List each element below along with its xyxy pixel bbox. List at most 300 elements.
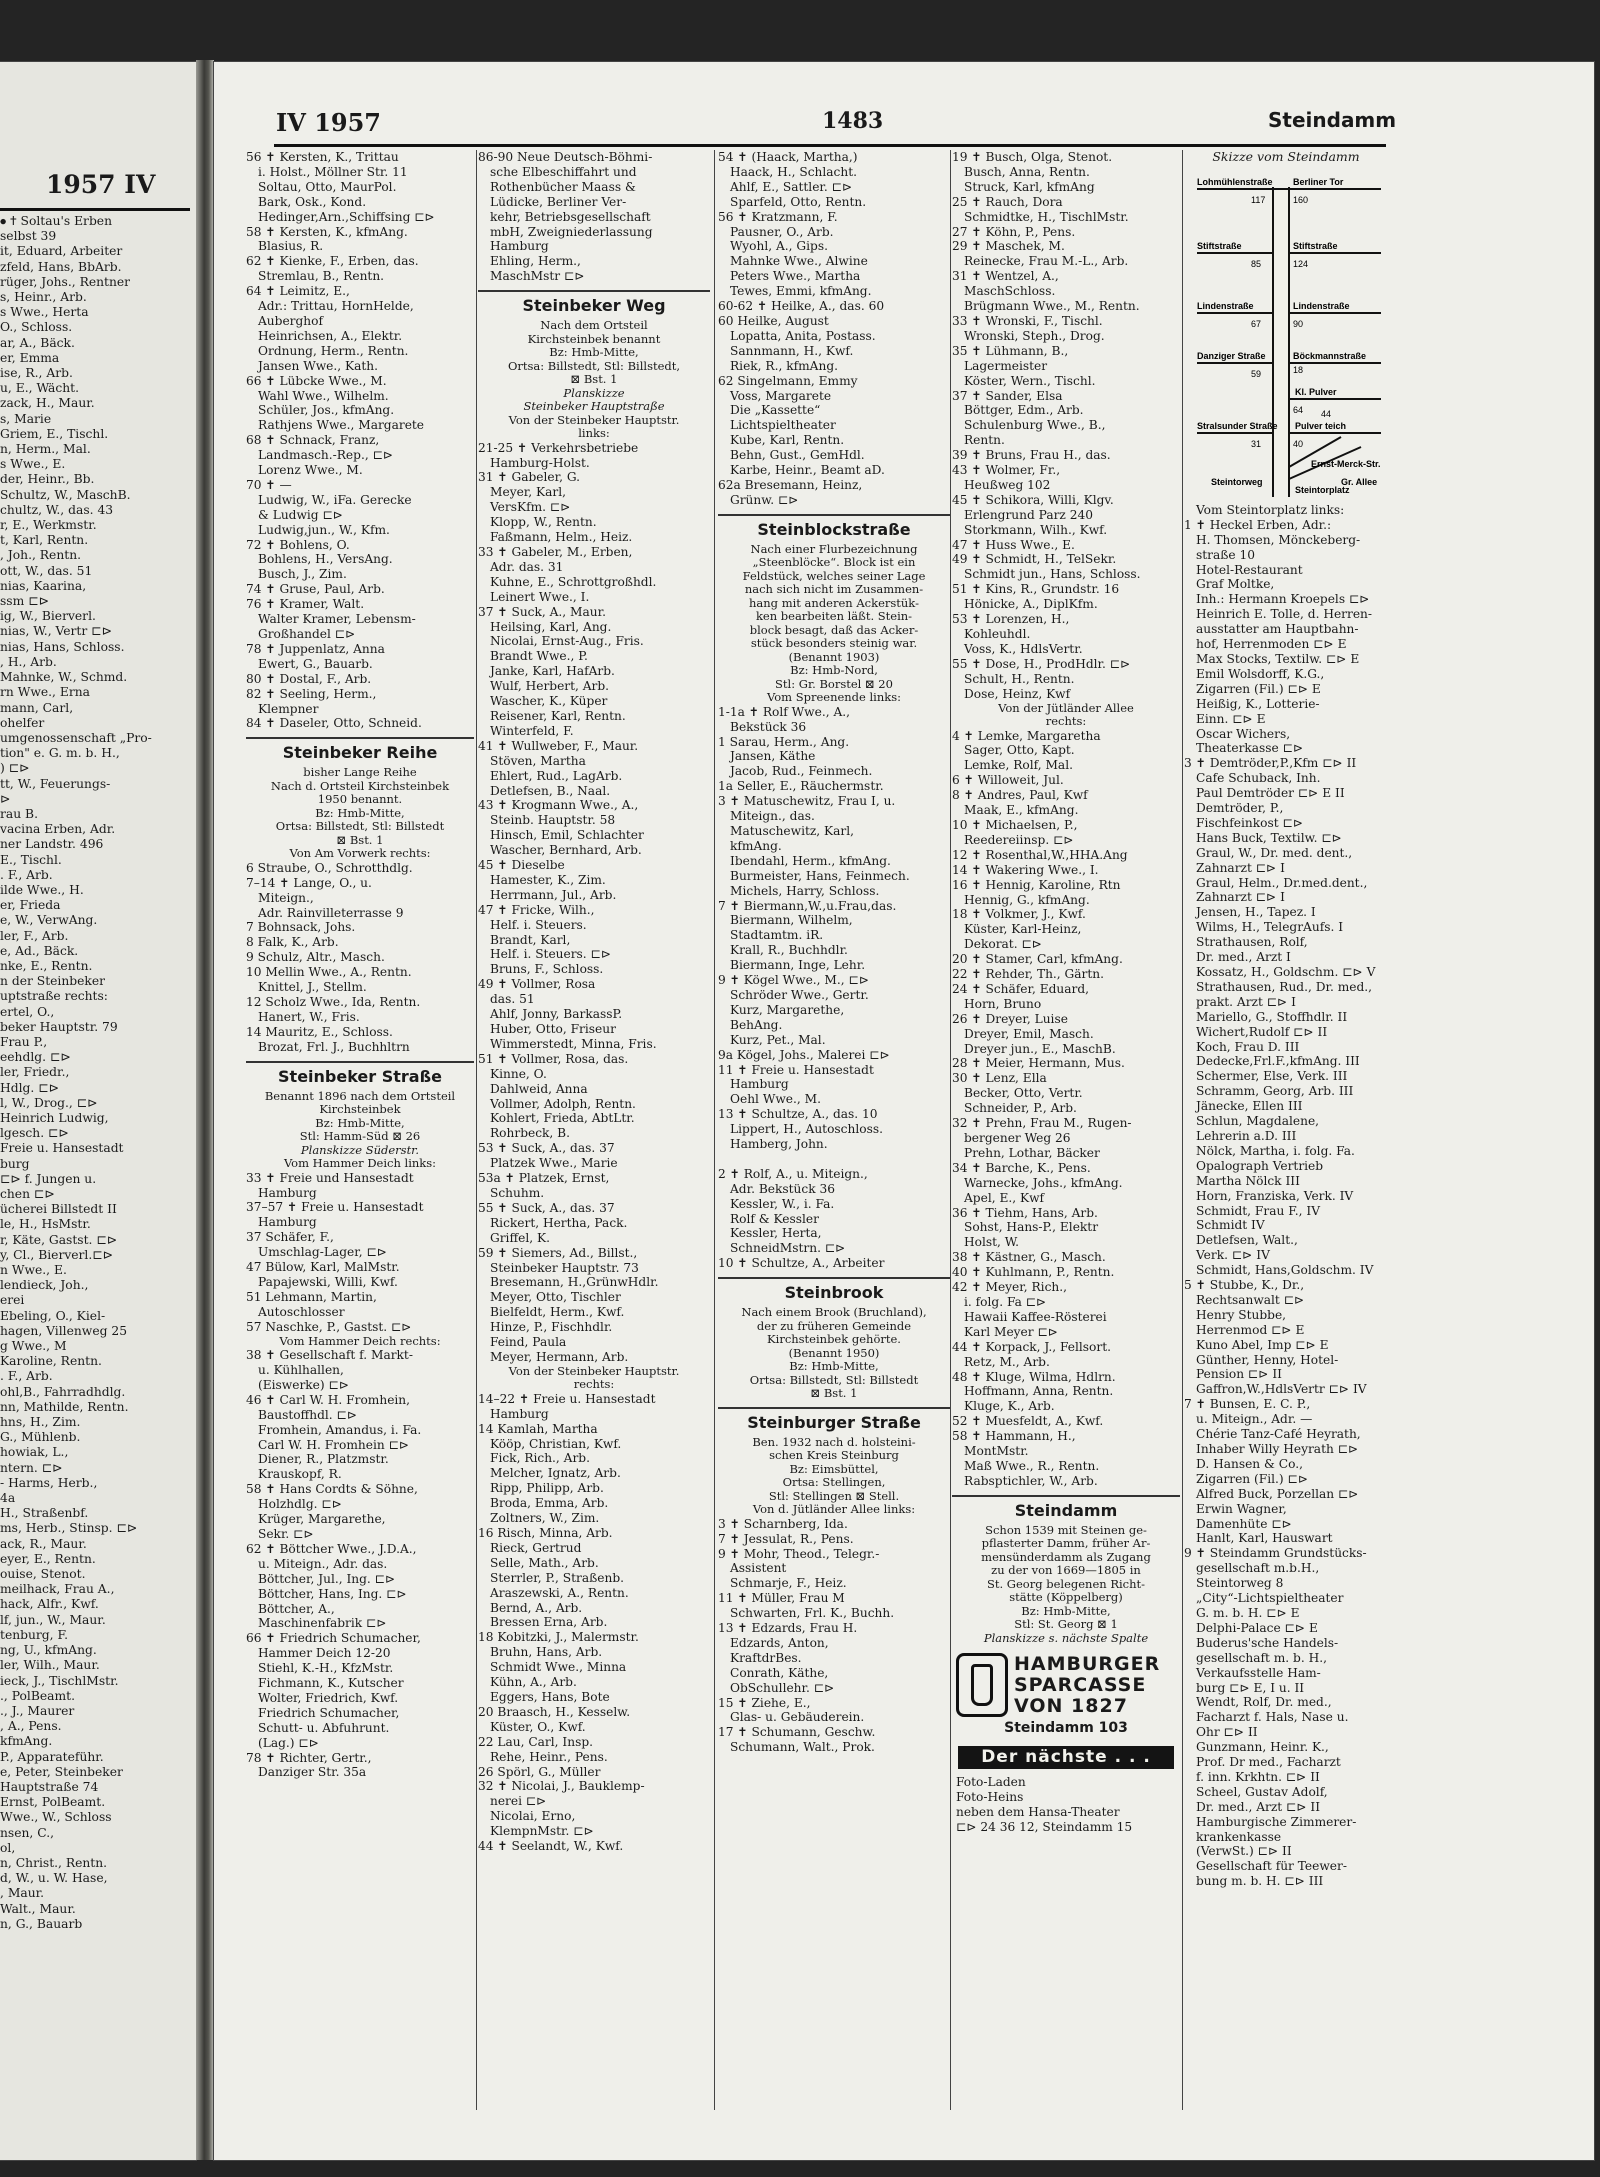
directory-entry: 33 ✝ Gabeler, M., Erben,: [478, 545, 633, 559]
directory-entry: kehr, Betriebsgesellschaft: [490, 209, 651, 224]
directory-entry: Sager, Otto, Kapt.: [964, 743, 1075, 758]
directory-entry: Kessler, W., i. Fa.: [730, 1196, 835, 1211]
left-page-line: y, Cl., Bierverl.⊏⊳: [0, 1247, 113, 1262]
left-page-line: e, Ad., Bäck.: [0, 943, 79, 958]
directory-entry: Danziger Str. 35a: [258, 1765, 367, 1780]
directory-entry: Pension ⊏⊳ II: [1196, 1367, 1282, 1382]
street-note: schen Kreis Steinburg: [769, 1448, 899, 1463]
directory-entry: Apel, E., Kwf: [964, 1190, 1045, 1205]
left-page-line: , H., Arb.: [0, 654, 57, 669]
directory-entry: Stöven, Martha: [490, 753, 586, 768]
directory-entry: Hawaii Kaffee-Rösterei: [964, 1309, 1107, 1324]
directory-entry: 46 ✝ Carl W. H. Fromhein,: [246, 1392, 411, 1407]
directory-entry: 8 Falk, K., Arb.: [246, 935, 339, 950]
directory-entry: Dekorat. ⊏⊳: [964, 937, 1042, 952]
left-page-line: nke, E., Rentn.: [0, 958, 93, 973]
directory-entry: Meyer, Otto, Tischler: [490, 1290, 621, 1305]
directory-entry: Wulf, Herbert, Arb.: [490, 679, 610, 694]
directory-entry: Lippert, H., Autoschloss.: [730, 1122, 883, 1137]
column-divider: [476, 150, 477, 2110]
directory-entry: Winterfeld, F.: [490, 723, 574, 738]
directory-entry: Gaffron,W.,HdlsVertr ⊏⊳ IV: [1196, 1382, 1367, 1397]
directory-entry: Ludwig,jun., W., Kfm.: [258, 522, 390, 537]
street-note: ⊠ Bst. 1: [810, 1386, 858, 1401]
directory-entry: Hoffmann, Anna, Rentn.: [964, 1384, 1114, 1399]
street-note: Kirchsteinbek: [319, 1102, 401, 1117]
street-note: Stl: St. Georg ⊠ 1: [1014, 1617, 1118, 1632]
directory-entry: Hamburg: [730, 1077, 789, 1092]
directory-entry: H. Thomsen, Mönckeberg-: [1196, 532, 1361, 547]
directory-entry: Storkmann, Wilh., Kwf.: [964, 522, 1108, 537]
directory-entry: Lagermeister: [964, 358, 1048, 373]
directory-entry: Busch, Anna, Rentn.: [964, 164, 1090, 179]
directory-entry: Steintorweg 8: [1196, 1576, 1284, 1591]
directory-entry: Maak, E., kfmAng.: [964, 803, 1079, 818]
directory-entry: VersKfm. ⊏⊳: [490, 500, 571, 515]
directory-entry: Inhaber Willy Heyrath ⊏⊳: [1196, 1442, 1359, 1456]
street-note: Bz: Eimsbüttel,: [789, 1461, 879, 1476]
directory-entry: 3 ✝ Scharnberg, Ida.: [718, 1516, 848, 1531]
directory-entry: Reinecke, Frau M.-L., Arb.: [964, 254, 1129, 269]
directory-entry: Dr. med., Arzt ⊏⊳ II: [1196, 1799, 1321, 1814]
directory-entry: Nölck, Martha, i. folg. Fa.: [1196, 1143, 1355, 1158]
left-page-line: le, H., HsMstr.: [0, 1217, 91, 1232]
left-page-line: zack, H., Maur.: [0, 396, 95, 411]
directory-entry: Großhandel ⊏⊳: [258, 627, 356, 641]
street-note: Bz: Hmb-Mitte,: [315, 1115, 405, 1130]
left-page-line: Hdlg. ⊏⊳: [0, 1080, 59, 1095]
directory-entry: Hamburg: [258, 1215, 317, 1230]
left-page-line: ol,: [0, 1840, 16, 1855]
directory-entry: 10 ✝ Michaelsen, P.,: [952, 817, 1078, 832]
directory-entry: BehAng.: [730, 1017, 783, 1032]
street-note: Nach einer Flurbezeichnung: [750, 541, 918, 556]
left-page-line: rn Wwe., Erna: [0, 685, 90, 700]
directory-entry: 9 Schulz, Altr., Masch.: [246, 950, 385, 965]
directory-entry: 78 ✝ Juppenlatz, Anna: [246, 641, 385, 656]
directory-entry: 3 ✝ Matuschewitz, Frau I, u.: [718, 794, 896, 809]
directory-entry: Theaterkasse ⊏⊳: [1196, 741, 1304, 756]
directory-entry: 68 ✝ Schnack, Franz,: [246, 433, 380, 448]
directory-entry: Böttcher, Hans, Ing. ⊏⊳: [258, 1586, 407, 1601]
directory-entry: 22 Lau, Carl, Insp.: [478, 1734, 593, 1749]
directory-entry: Stadtamtm. iR.: [730, 928, 824, 943]
directory-entry: Detlefsen, Walt.,: [1196, 1233, 1298, 1248]
directory-entry: 78 ✝ Richter, Gertr.,: [246, 1750, 372, 1765]
left-page-line: ack, R., Maur.: [0, 1536, 87, 1551]
directory-entry: 62 ✝ Kienke, F., Erben, das.: [246, 254, 419, 269]
directory-entry: 12 Scholz Wwe., Ida, Rentn.: [246, 995, 421, 1009]
street-note: Nach d. Ortsteil Kirchsteinbek: [270, 778, 450, 793]
directory-entry: 47 Bülow, Karl, MalMstr.: [246, 1260, 400, 1275]
directory-entry: Dr. med., Arzt I: [1196, 950, 1291, 965]
directory-entry: Klempner: [258, 701, 319, 716]
directory-entry: Wilms, H., TelegrAufs. I: [1196, 920, 1344, 935]
directory-entry: Wendt, Rolf, Dr. med.,: [1196, 1695, 1332, 1710]
directory-entry: Schlun, Magdalene,: [1196, 1114, 1320, 1129]
directory-entry: Bruns, F., Schloss.: [490, 962, 604, 977]
directory-entry: 5 ✝ Stubbe, K., Dr.,: [1184, 1278, 1305, 1293]
left-page-line: mann, Carl,: [0, 700, 74, 715]
directory-entry: Heinrichsen, A., Elektr.: [258, 328, 403, 343]
directory-entry: Wronski, Steph., Drog.: [964, 328, 1105, 343]
directory-entry: 2 ✝ Rolf, A., u. Miteign.,: [718, 1166, 868, 1181]
directory-entry: 14–22 ✝ Freie u. Hansestadt: [478, 1391, 656, 1406]
directory-entry: 9 ✝ Steindamm Grundstücks-: [1184, 1546, 1367, 1561]
directory-entry: Soltau, Otto, MaurPol.: [258, 179, 397, 194]
left-page-line: chultz, W., das. 43: [0, 502, 114, 517]
directory-entry: Mariello, G., Stoffhdlr. II: [1196, 1009, 1348, 1024]
left-page-line: s, Marie: [0, 411, 52, 426]
street-heading: Steindamm: [952, 1495, 1180, 1521]
directory-entry: Einn. ⊏⊳ E: [1196, 711, 1266, 726]
directory-entry: 38 ✝ Gesellschaft f. Markt-: [246, 1348, 413, 1363]
directory-entry: Cafe Schuback, Inh.: [1196, 771, 1321, 786]
sketch-house-number: 85: [1251, 258, 1262, 269]
directory-entry: Hamburg: [490, 239, 549, 254]
directory-entry: Biermann, Wilhelm,: [730, 913, 853, 928]
directory-entry: Grünw. ⊏⊳: [730, 492, 799, 507]
directory-entry: 9a Kögel, Johs., Malerei ⊏⊳: [718, 1047, 890, 1062]
directory-entry: 7 ✝ Jessulat, R., Pens.: [718, 1531, 854, 1546]
directory-entry: 59 ✝ Siemers, Ad., Billst.,: [478, 1245, 638, 1260]
directory-entry: Erlengrund Parz 240: [964, 507, 1093, 522]
directory-entry: Vom Steintorplatz links:: [1196, 502, 1345, 517]
directory-entry: Kuhne, E., Schrottgroßhdl.: [490, 574, 657, 589]
directory-entry: 74 ✝ Gruse, Paul, Arb.: [246, 582, 385, 597]
left-page-line: , Maur.: [0, 1886, 45, 1901]
directory-entry: Kluge, K., Arb.: [964, 1399, 1055, 1414]
left-page-line: n Wwe., E.: [0, 1263, 67, 1278]
directory-entry: 84 ✝ Daseler, Otto, Schneid.: [246, 716, 422, 731]
directory-entry: Heilsing, Karl, Ang.: [490, 619, 612, 634]
directory-entry: Sannmann, H., Kwf.: [730, 343, 854, 358]
left-page-line: lgesch. ⊏⊳: [0, 1126, 69, 1141]
left-page-line: uptstraße rechts:: [0, 989, 108, 1004]
sketch-street-label: Lindenstraße: [1293, 300, 1350, 311]
directory-entry: Jansen, Käthe: [730, 749, 816, 764]
left-page-line: ar, A., Bäck.: [0, 335, 75, 350]
left-page-line: ⊳: [0, 791, 11, 806]
directory-entry: Verk. ⊏⊳ IV: [1196, 1248, 1270, 1263]
directory-entry: Papajewski, Willi, Kwf.: [258, 1274, 398, 1289]
left-page-line: eyer, E., Rentn.: [0, 1551, 96, 1566]
directory-entry: Ohr ⊏⊳ II: [1196, 1725, 1258, 1740]
directory-entry: Fischfeinkost ⊏⊳: [1196, 815, 1304, 830]
sketch-street-label: Stralsunder Straße: [1197, 420, 1278, 431]
street-note: stück besonders steinig war.: [750, 636, 918, 651]
left-page-line: erei: [0, 1293, 25, 1308]
street-heading: Steinbeker Weg: [478, 290, 710, 316]
directory-entry: Dose, Heinz, Kwf: [964, 686, 1071, 701]
left-page-line: ler, Wilh., Maur.: [0, 1658, 100, 1673]
directory-entry: Wichert,Rudolf ⊏⊳ II: [1196, 1024, 1328, 1039]
directory-entry: Bielfeldt, Herm., Kwf.: [490, 1305, 625, 1320]
directory-entry: Klopp, W., Rentn.: [490, 515, 597, 530]
directory-entry: Henry Stubbe,: [1196, 1307, 1287, 1322]
directory-entry: Knittel, J., Stellm.: [258, 980, 367, 995]
street-note: Von d. Jütländer Allee links:: [752, 1502, 916, 1517]
directory-entry: Hanlt, Karl, Hauswart: [1196, 1531, 1333, 1546]
directory-entry: Broda, Emma, Arb.: [490, 1496, 609, 1511]
directory-entry: Glas- u. Gebäuderein.: [730, 1710, 865, 1725]
directory-entry: Umschlag-Lager, ⊏⊳: [258, 1245, 387, 1260]
directory-entry: „City“-Lichtspieltheater: [1196, 1591, 1344, 1606]
directory-entry: Schramm, Georg, Arb. III: [1196, 1084, 1354, 1099]
directory-entry: Heißig, K., Lotterie-: [1196, 696, 1320, 711]
directory-entry: Lopatta, Anita, Postass.: [730, 328, 876, 343]
bank-name-line: HAMBURGER: [1014, 1652, 1161, 1675]
directory-entry: Hamester, K., Zim.: [490, 872, 606, 887]
street-note: Bz: Hmb-Nord,: [790, 663, 878, 678]
directory-entry: Araszewski, A., Rentn.: [490, 1585, 629, 1600]
directory-entry: Rieck, Gertrud: [490, 1540, 582, 1555]
left-page-line: t, Karl, Rentn.: [0, 533, 89, 548]
directory-entry: 4 ✝ Lemke, Margaretha: [952, 728, 1101, 743]
directory-entry: 37–57 ✝ Freie u. Hansestadt: [246, 1200, 424, 1215]
bank-name-line: SPARCASSE: [1014, 1673, 1147, 1696]
left-page-line: d, W., u. W. Hase,: [0, 1871, 108, 1886]
directory-entry: 41 ✝ Wullweber, F., Maur.: [478, 738, 639, 753]
street-note: ken bearbeiten läßt. Stein-: [755, 609, 913, 624]
street-note: ⊠ Bst. 1: [570, 372, 618, 387]
directory-entry: Bekstück 36: [730, 719, 807, 734]
directory-entry: Hamburg: [490, 1406, 549, 1421]
directory-entry: Griffel, K.: [490, 1230, 550, 1245]
street-note: Vom Hammer Deich links:: [283, 1156, 437, 1171]
street-note: (Benannt 1950): [788, 1345, 880, 1360]
directory-entry: Landmasch.-Rep., ⊏⊳: [258, 448, 394, 463]
left-page-line: vacina Erben, Adr.: [0, 822, 116, 837]
directory-entry: Chérie Tanz-Café Heyrath,: [1196, 1427, 1361, 1442]
street-note: hang mit anderen Ackerstük-: [749, 595, 919, 610]
left-page-line: umgenossenschaft „Pro-: [0, 730, 152, 745]
directory-entry: Hedinger,Arn.,Schiffsing ⊏⊳: [258, 209, 435, 224]
directory-entry: Bark, Osk., Kond.: [258, 194, 367, 209]
directory-entry: Jänecke, Ellen III: [1196, 1099, 1303, 1114]
directory-entry: Herrenmod ⊏⊳ E: [1196, 1322, 1305, 1337]
directory-entry: Hanert, W., Fris.: [258, 1009, 360, 1024]
street-note: Ortsa: Billstedt, Stl: Billstedt: [275, 819, 445, 834]
directory-entry: Sparfeld, Otto, Rentn.: [730, 194, 867, 209]
left-page-line: hack, Alfr., Kwf.: [0, 1597, 99, 1612]
column-divider: [950, 150, 951, 2110]
directory-entry: Brandt Wwe., P.: [490, 649, 588, 664]
left-page-line: nias, W., Vertr ⊏⊳: [0, 624, 112, 639]
directory-entry: Verkaufsstelle Ham-: [1196, 1665, 1321, 1680]
street-note: mensünderdamm als Zugang: [981, 1549, 1151, 1564]
directory-entry: (Eiswerke) ⊏⊳: [258, 1377, 350, 1392]
street-note: Benannt 1896 nach dem Ortsteil: [264, 1088, 456, 1103]
directory-entry: Miteign., das.: [730, 809, 815, 824]
directory-entry: 12 ✝ Rosenthal,W.,HHA.Ang: [952, 847, 1128, 862]
directory-entry: straße 10: [1196, 547, 1255, 562]
sparcasse-advertisement: [956, 1653, 1176, 1834]
directory-entry: Dahlweid, Anna: [490, 1081, 588, 1096]
left-page-line: 4a: [0, 1491, 16, 1506]
directory-entry: Ludwig, W., iFa. Gerecke: [258, 492, 412, 507]
sketch-house-number: 64: [1293, 404, 1304, 415]
directory-entry: Max Stocks, Textilw. ⊏⊳ E: [1196, 651, 1360, 666]
directory-entry: 40 ✝ Kuhlmann, P., Rentn.: [952, 1265, 1115, 1280]
street-subnote: Steinbeker Hauptstraße: [523, 399, 665, 414]
directory-entry: Struck, Karl, kfmAng: [964, 179, 1095, 194]
left-page-line: burg: [0, 1156, 30, 1171]
left-page-line: ouise, Stenot.: [0, 1567, 86, 1582]
directory-entry: 21-25 ✝ Verkehrsbetriebe: [478, 440, 639, 455]
directory-entry: Schwarten, Frl. K., Buchh.: [730, 1606, 895, 1621]
directory-entry: Küster, Karl-Heinz,: [964, 922, 1082, 937]
directory-entry: Friedrich Schumacher,: [258, 1705, 400, 1720]
directory-entry: Adr. Bekstück 36: [730, 1181, 835, 1196]
directory-entry: 13 ✝ Schultze, A., das. 10: [718, 1107, 878, 1122]
directory-entry: Rickert, Hertha, Pack.: [490, 1215, 628, 1230]
directory-entry: G. m. b. H. ⊏⊳ E: [1196, 1605, 1300, 1620]
column-divider: [1182, 150, 1183, 2110]
directory-entry: Brandt, Karl,: [490, 932, 571, 947]
directory-entry: 53 ✝ Suck, A., das. 37: [478, 1141, 615, 1156]
left-page-line: zfeld, Hans, BbArb.: [0, 259, 122, 274]
left-page-line: e, Peter, Steinbeker: [0, 1764, 123, 1779]
directory-entry: Eggers, Hans, Bote: [490, 1689, 610, 1704]
directory-entry: Meyer, Hermann, Arb.: [490, 1349, 629, 1364]
bank-advert: [956, 1653, 1176, 1717]
directory-entry: 51 ✝ Kins, R., Grundstr. 16: [952, 582, 1120, 597]
left-page-line: ) ⊏⊳: [0, 761, 30, 776]
directory-entry: Ahlf, Jonny, BarkassP.: [490, 1007, 623, 1022]
street-note: stätte (Köppelberg): [1009, 1590, 1123, 1605]
directory-entry: Ehling, Herm.,: [490, 254, 581, 269]
directory-entry: Janke, Karl, HafArb.: [490, 664, 615, 679]
street-note: Von der Steinbeker Hauptstr.: [508, 1363, 680, 1378]
directory-entry: Lichtspieltheater: [730, 418, 836, 433]
left-page-line: . F., Arb.: [0, 867, 53, 882]
column-5: [1184, 150, 1388, 2114]
left-page-line: rau B.: [0, 806, 38, 821]
directory-entry: Rabsptichler, W., Arb.: [964, 1473, 1098, 1488]
directory-entry: 37 ✝ Suck, A., Maur.: [478, 604, 607, 619]
directory-entry: Edzards, Anton,: [730, 1635, 829, 1650]
left-page-line: ieck, J., TischlMstr.: [0, 1673, 119, 1688]
directory-entry: 53 ✝ Lorenzen, H.,: [952, 612, 1070, 627]
directory-entry: Gesellschaft für Teewer-: [1196, 1859, 1347, 1874]
street-note: Stl: Gr. Borstel ⊠ 20: [775, 676, 893, 691]
directory-entry: Stremlau, B., Rentn.: [258, 269, 385, 284]
directory-entry: Biermann, Inge, Lehr.: [730, 958, 866, 973]
directory-entry: 86-90 Neue Deutsch-Böhmi-: [478, 150, 653, 164]
directory-entry: Kinne, O.: [490, 1066, 547, 1081]
directory-entry: 16 ✝ Hennig, Karoline, Rtn: [952, 877, 1121, 892]
directory-entry: Schulenburg Wwe., B.,: [964, 418, 1106, 433]
left-page-line: lf, jun., W., Maur.: [0, 1612, 106, 1627]
left-page-line: ise, R., Arb.: [0, 366, 73, 381]
directory-entry: Tewes, Emmi, kfmAng.: [730, 284, 872, 299]
left-page-line: ücherei Billstedt II: [0, 1202, 117, 1217]
directory-entry: Böttcher, Jul., Ing. ⊏⊳: [258, 1571, 396, 1586]
directory-entry: Mahnke Wwe., Alwine: [730, 254, 868, 269]
directory-entry: Paul Demtröder ⊏⊳ E II: [1196, 786, 1345, 801]
street-note: zu der von 1669—1805 in: [991, 1563, 1141, 1578]
directory-entry: Holst, W.: [964, 1235, 1020, 1250]
directory-entry: kfmAng.: [730, 838, 782, 853]
directory-entry: Zahnarzt ⊏⊳ I: [1196, 860, 1285, 875]
left-page-line: E., Tischl.: [0, 852, 62, 867]
left-page-line: ms, Herb., Stinsp. ⊏⊳: [0, 1521, 138, 1536]
directory-entry: 44 ✝ Seelandt, W., Kwf.: [478, 1839, 624, 1854]
directory-entry: Becker, Otto, Vertr.: [964, 1086, 1083, 1101]
directory-entry: Horn, Franziska, Verk. IV: [1196, 1188, 1354, 1203]
directory-entry: Graul, W., Dr. med. dent.,: [1196, 845, 1353, 860]
directory-entry: Hans Buck, Textilw. ⊏⊳: [1196, 830, 1342, 845]
directory-entry: 18 Kobitzki, J., Malermstr.: [478, 1630, 639, 1645]
column-2: [478, 150, 710, 2114]
left-page-line: ertel, O.,: [0, 1004, 55, 1019]
directory-entry: Bohlens, H., VersAng.: [258, 552, 393, 567]
directory-entry: Kühn, A., Arb.: [490, 1675, 577, 1690]
street-note: Bz: Hmb-Mitte,: [315, 805, 405, 820]
directory-entry: Heußweg 102: [964, 477, 1051, 492]
directory-entry: Busch, J., Zim.: [258, 567, 347, 582]
left-page-header-rule: [0, 208, 190, 211]
street-note: Stl: Hamm-Süd ⊠ 26: [299, 1129, 421, 1144]
directory-entry: Detlefsen, B., Naal.: [490, 783, 611, 798]
directory-entry: 32 ✝ Prehn, Frau M., Rugen-: [952, 1116, 1132, 1131]
directory-entry: Adr. das. 31: [490, 559, 564, 574]
directory-entry: 55 ✝ Suck, A., das. 37: [478, 1200, 615, 1215]
left-page-line: ⦁ ✝ Soltau's Erben: [0, 214, 113, 228]
left-page-line: , Joh., Rentn.: [0, 548, 82, 563]
left-page-line: ohl,B., Fahrradhdlg.: [0, 1384, 126, 1399]
directory-entry: 17 ✝ Schumann, Geschw.: [718, 1725, 876, 1740]
directory-entry: Rechtsanwalt ⊏⊳: [1196, 1292, 1305, 1307]
street-heading: Steinburger Straße: [718, 1407, 950, 1433]
directory-entry: 43 ✝ Wolmer, Fr.,: [952, 463, 1061, 478]
directory-entry: Steinbeker Hauptstr. 73: [490, 1260, 639, 1275]
directory-entry: 27 ✝ Köhn, P., Pens.: [952, 224, 1076, 239]
directory-entry: Voss, Margarete: [730, 388, 832, 403]
street-subnote: Planskizze s. nächste Spalte: [983, 1630, 1149, 1645]
directory-entry: 58 ✝ Kersten, K., kfmAng.: [246, 224, 408, 239]
left-page-line: s, Heinr., Arb.: [0, 290, 87, 305]
directory-entry: gesellschaft m.b.H.,: [1196, 1561, 1320, 1576]
column-1: [246, 150, 474, 2114]
directory-entry: gesellschaft m. b. H.,: [1196, 1650, 1327, 1665]
sketch-street-label: Pulver teich: [1295, 420, 1347, 431]
directory-entry: Lorenz Wwe., M.: [258, 463, 363, 478]
street-note: der zu früheren Gemeinde: [756, 1318, 912, 1333]
directory-entry: Rehe, Heinr., Pens.: [490, 1749, 608, 1764]
directory-entry: 8 ✝ Andres, Paul, Kwf: [952, 788, 1088, 803]
directory-entry: 32 ✝ Nicolai, J., Bauklemp-: [478, 1779, 645, 1794]
column-divider: [714, 150, 715, 2110]
directory-entry: Horn, Bruno: [964, 996, 1042, 1011]
left-page-line: selbst 39: [0, 229, 57, 244]
directory-entry: Schutt- u. Abfuhrunt.: [258, 1720, 390, 1735]
directory-entry: Schmidt, Hans,Goldschm. IV: [1196, 1263, 1374, 1278]
directory-entry: Karbe, Heinr., Beamt aD.: [730, 463, 885, 478]
directory-entry: Schult, H., Rentn.: [964, 671, 1075, 686]
foto-advert-line: Foto-Heins: [956, 1789, 1024, 1804]
directory-entry: Erwin Wagner,: [1196, 1501, 1287, 1516]
directory-entry: 38 ✝ Kästner, G., Masch.: [952, 1250, 1106, 1265]
directory-entry: Reisener, Karl, Rentn.: [490, 708, 626, 723]
left-page-line: l, W., Drog., ⊏⊳: [0, 1095, 98, 1110]
sketch-house-number: 90: [1293, 318, 1304, 329]
directory-entry: Kurz, Margarethe,: [730, 1002, 845, 1017]
sketch-street-label: Kl. Pulver: [1295, 386, 1337, 397]
directory-entry: 45 ✝ Schikora, Willi, Klgv.: [952, 492, 1114, 507]
directory-entry: Delphi-Palace ⊏⊳ E: [1196, 1620, 1318, 1635]
